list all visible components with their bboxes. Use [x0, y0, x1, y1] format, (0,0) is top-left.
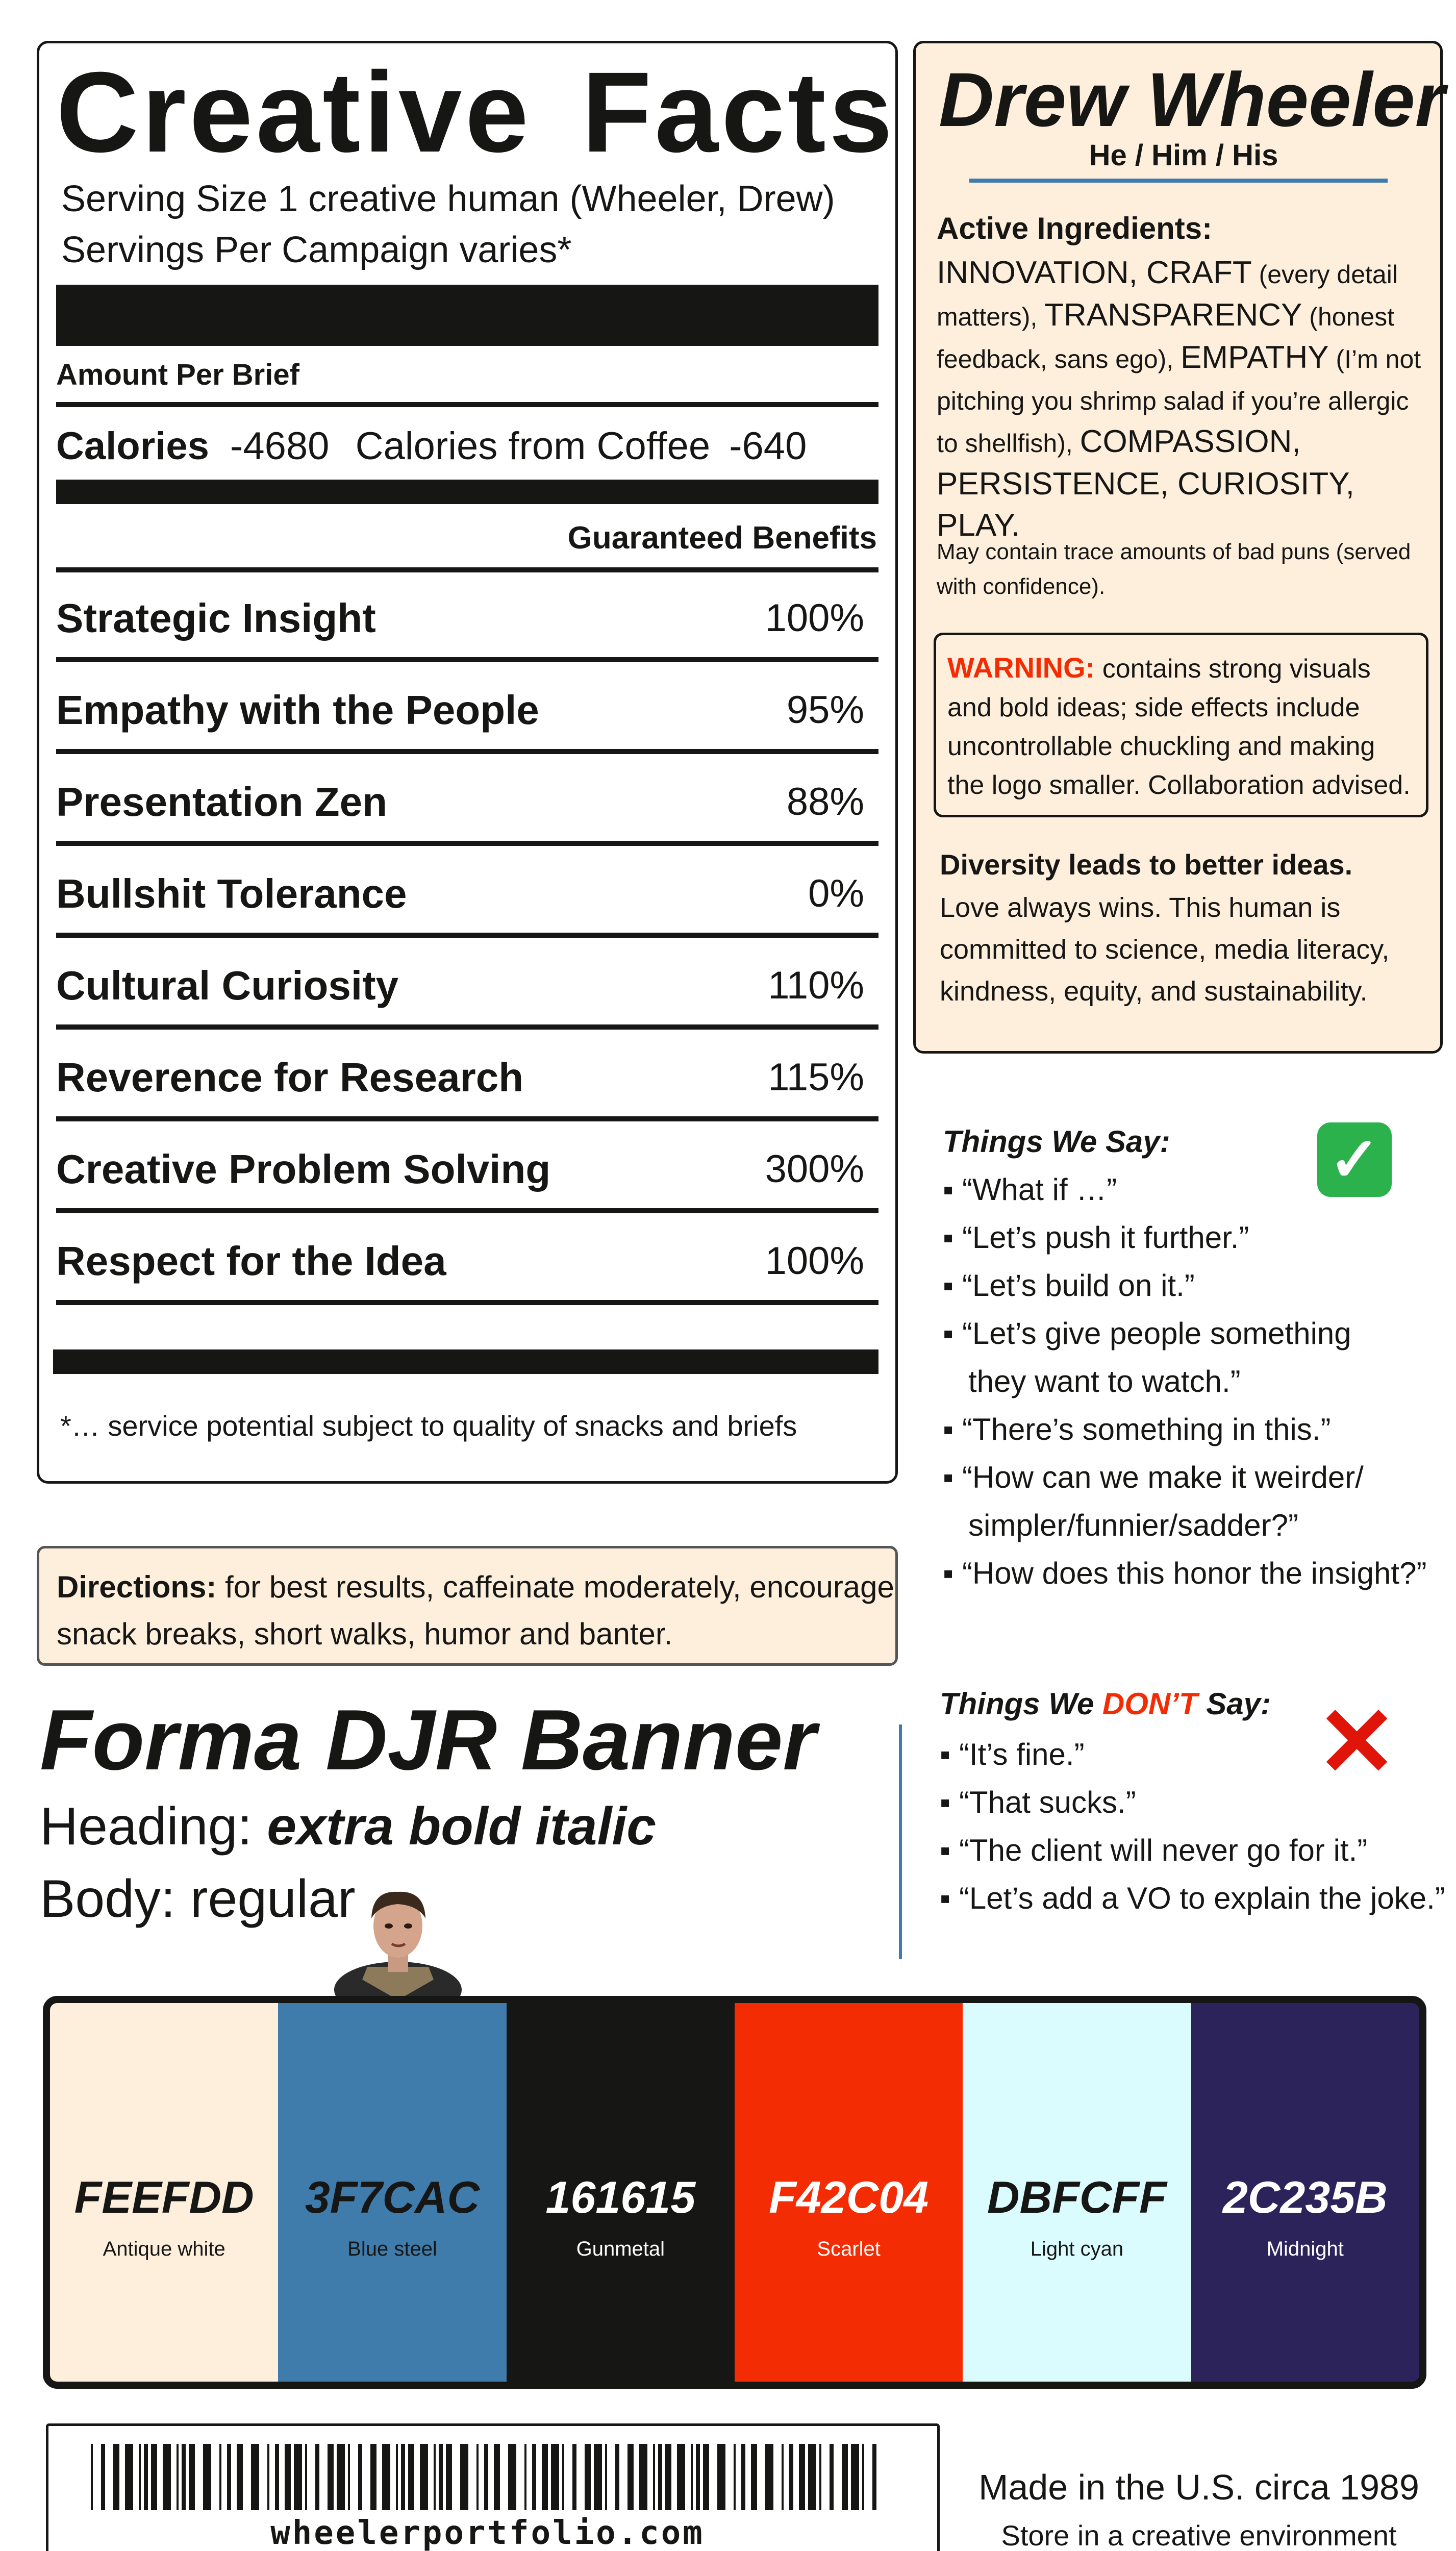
barcode-bar — [532, 2444, 536, 2510]
benefit-value: 100% — [765, 1239, 864, 1283]
servings-per-campaign: Servings Per Campaign varies* — [61, 230, 572, 270]
barcode-bar — [665, 2444, 671, 2510]
barcode-bar — [267, 2444, 269, 2510]
barcode-bar — [382, 2444, 390, 2510]
list-item: ▪ “There’s something in this.” — [943, 1412, 1331, 1446]
swatch-name: Scarlet — [817, 2238, 881, 2260]
warning-text: contains strong visuals and bold ideas; side effects include uncontrollable chuckling and making the logo smaller. Collaboration advised. — [947, 654, 1411, 800]
barcode-bar — [177, 2444, 179, 2510]
barcode-bar — [808, 2444, 816, 2510]
thick-divider — [56, 285, 878, 346]
barcode-bar — [476, 2444, 479, 2510]
barcode-bar — [315, 2444, 319, 2510]
benefit-value: 95% — [786, 688, 864, 732]
swatch-hex: F42C04 — [769, 2172, 929, 2222]
barcode-bar — [91, 2444, 93, 2510]
barcode-bar — [653, 2444, 655, 2510]
benefit-label: Reverence for Research — [56, 1055, 524, 1100]
vertical-divider — [899, 1724, 902, 1959]
check-mark-icon: ✓ — [1317, 1122, 1392, 1197]
barcode-bar — [439, 2444, 443, 2510]
ingredient-note: (every detail matters), — [937, 260, 1398, 331]
benefit-label: Respect for the Idea — [56, 1238, 446, 1284]
things-we-say-list — [943, 1166, 1426, 1597]
barcode-bar — [627, 2444, 634, 2510]
name-underline — [969, 179, 1388, 183]
barcode-bar — [508, 2444, 516, 2510]
color-palette — [43, 1996, 1426, 2389]
list-item: ▪ “The client will never go for it.” — [940, 1833, 1368, 1867]
swatch-hex: 161615 — [545, 2172, 696, 2222]
serving-size: Serving Size 1 creative human (Wheeler, Drew) — [61, 179, 835, 219]
swatch-name: Blue steel — [347, 2238, 437, 2260]
barcode-bar — [862, 2444, 864, 2510]
barcode-bar — [524, 2444, 526, 2510]
barcode-bar — [830, 2444, 834, 2510]
barcode-bar — [789, 2444, 793, 2510]
barcode-bar — [294, 2444, 302, 2510]
barcode-bar — [677, 2444, 685, 2510]
list-item: ▪ “Let’s push it further.” — [943, 1220, 1249, 1255]
directions-label: Directions: — [57, 1570, 217, 1604]
list-item: simpler/funnier/sadder?” — [943, 1508, 1298, 1542]
barcode-bar — [139, 2444, 141, 2510]
barcode-bar — [358, 2444, 362, 2510]
barcode-bar — [251, 2444, 259, 2510]
barcode-bar — [696, 2444, 700, 2510]
heading-label: Heading: — [40, 1797, 267, 1856]
divider — [56, 1300, 878, 1305]
divider — [56, 402, 878, 407]
barcode-bar — [551, 2444, 559, 2510]
title-part: Things We — [940, 1687, 1102, 1721]
swatch — [278, 2003, 506, 2382]
ingredient-note: (honest feedback, sans ego), — [937, 303, 1395, 373]
barcode-bar — [144, 2444, 148, 2510]
barcode-bar — [237, 2444, 243, 2510]
thick-divider — [56, 480, 878, 504]
barcode-bar — [113, 2444, 119, 2510]
benefit-value: 100% — [765, 596, 864, 640]
barcode-bar — [741, 2444, 745, 2510]
swatch-hex: DBFCFF — [987, 2172, 1167, 2222]
barcode-bar — [658, 2444, 662, 2510]
barcode-bar — [275, 2444, 279, 2510]
dont-emphasis: DON’T — [1102, 1687, 1198, 1721]
barcode-bar — [851, 2444, 859, 2510]
swatch — [735, 2003, 963, 2382]
list-item: ▪ “Let’s add a VO to explain the joke.” — [940, 1881, 1445, 1915]
barcode-bar — [484, 2444, 488, 2510]
swatch-hex: FEEFDD — [74, 2172, 254, 2222]
list-item: ▪ “What if …” — [943, 1172, 1117, 1207]
guaranteed-benefits-header: Guaranteed Benefits — [567, 520, 877, 556]
made-in: Made in the U.S. circa 1989 — [978, 2467, 1419, 2507]
barcode-bar — [615, 2444, 619, 2510]
barcode-bar — [765, 2444, 773, 2510]
divider — [56, 1116, 878, 1121]
list-item: ▪ “Let’s build on it.” — [943, 1268, 1195, 1303]
benefit-label: Bullshit Tolerance — [56, 871, 407, 916]
barcode-bar — [163, 2444, 171, 2510]
barcode-bar — [219, 2444, 221, 2510]
list-item: ▪ “Let’s give people something — [943, 1316, 1351, 1350]
divider — [56, 657, 878, 662]
swatch-hex: 3F7CAC — [305, 2172, 480, 2222]
title-part: Say: — [1197, 1687, 1271, 1721]
benefit-value: 300% — [765, 1147, 864, 1191]
barcode-bar — [348, 2444, 350, 2510]
barcode-bar — [151, 2444, 157, 2510]
warning-label: WARNING: — [947, 652, 1095, 684]
barcode-bar — [734, 2444, 736, 2510]
thick-divider — [53, 1349, 878, 1374]
barcode-bar — [542, 2444, 548, 2510]
calories-value: -4680 — [230, 424, 330, 468]
benefit-value: 110% — [768, 964, 864, 1007]
barcode-bar — [751, 2444, 757, 2510]
swatch-name: Midnight — [1266, 2238, 1344, 2260]
diversity-text: Love always wins. This human is committed to science, media literacy, kindness, equity, and sustainability. — [940, 892, 1390, 1007]
ingredients-heading: Active Ingredients: — [937, 211, 1213, 245]
barcode-bar — [562, 2444, 564, 2510]
divider — [56, 749, 878, 754]
amount-per-brief: Amount Per Brief — [56, 358, 299, 391]
barcode-bar — [227, 2444, 231, 2510]
divider — [56, 933, 878, 938]
benefit-label: Strategic Insight — [56, 595, 376, 641]
barcode-bar — [494, 2444, 500, 2510]
directions-text: for best results, caffeinate moderately, encourage snack breaks, short walks, humor and banter. — [57, 1570, 894, 1651]
diversity-heading: Diversity leads to better ideas. — [940, 848, 1353, 881]
barcode-bar — [189, 2444, 195, 2510]
barcode-bar — [420, 2444, 428, 2510]
swatch — [507, 2003, 735, 2382]
profile-name: Drew Wheeler — [939, 57, 1445, 142]
barcode-bar — [434, 2444, 436, 2510]
calories-label: Calories — [56, 424, 209, 468]
font-body-sample — [40, 1868, 356, 1930]
barcode-bar — [594, 2444, 602, 2510]
barcode-icon — [91, 2444, 884, 2510]
body-label: Body: — [40, 1869, 190, 1929]
divider — [56, 1208, 878, 1213]
barcode-bar — [203, 2444, 211, 2510]
barcode-bar — [328, 2444, 334, 2510]
barcode-bar — [182, 2444, 186, 2510]
list-item: ▪ “How does this honor the insight?” — [943, 1556, 1427, 1590]
barcode-bar — [370, 2444, 376, 2510]
things-we-dont-say-list — [940, 1731, 1445, 1922]
barcode-bar — [446, 2444, 452, 2510]
creative-facts-title: Creative Facts — [56, 48, 896, 176]
barcode-bar — [396, 2444, 398, 2510]
barcode-bar — [782, 2444, 784, 2510]
list-item: ▪ “How can we make it weirder/ — [943, 1460, 1364, 1494]
divider — [56, 567, 878, 572]
avatar — [332, 1878, 464, 2000]
barcode-bar — [401, 2444, 405, 2510]
swatch — [1191, 2003, 1419, 2382]
font-name: Forma DJR Banner — [40, 1692, 816, 1788]
barcode-bar — [285, 2444, 291, 2510]
swatch — [963, 2003, 1191, 2382]
ingredient: COMPASSION, PERSISTENCE, CURIOSITY, PLAY. — [937, 424, 1354, 543]
barcode-bar — [842, 2444, 848, 2510]
barcode-bar — [337, 2444, 345, 2510]
ingredients-text — [937, 253, 1426, 546]
benefit-label: Presentation Zen — [56, 779, 388, 824]
calories-line — [56, 421, 807, 472]
barcode-bar — [717, 2444, 725, 2510]
barcode-bar — [872, 2444, 876, 2510]
barcode-bar — [305, 2444, 307, 2510]
benefit-label: Cultural Curiosity — [56, 963, 399, 1008]
benefit-value: 0% — [808, 872, 864, 915]
barcode-bar — [408, 2444, 414, 2510]
list-item: ▪ “That sucks.” — [940, 1785, 1136, 1819]
barcode-bar — [605, 2444, 607, 2510]
warning-box — [934, 633, 1428, 817]
swatch-name: Light cyan — [1030, 2238, 1124, 2260]
barcode-bar — [572, 2444, 576, 2510]
ingredient: TRANSPARENCY — [1044, 297, 1302, 333]
benefit-label: Empathy with the People — [56, 687, 539, 733]
divider — [56, 1024, 878, 1030]
swatch-name: Gunmetal — [576, 2238, 665, 2260]
barcode-bar — [101, 2444, 105, 2510]
barcode-bar — [691, 2444, 693, 2510]
swatch — [50, 2003, 278, 2382]
barcode-bar — [125, 2444, 133, 2510]
list-item: ▪ “It’s fine.” — [940, 1737, 1085, 1771]
swatch-hex: 2C235B — [1222, 2172, 1388, 2222]
trace-note: May contain trace amounts of bad puns (served with confidence). — [937, 539, 1411, 599]
benefit-value: 88% — [786, 780, 864, 823]
barcode-bar — [819, 2444, 821, 2510]
calories-coffee-value: -640 — [729, 424, 807, 468]
barcode-bar — [639, 2444, 647, 2510]
heading-style: extra bold italic — [267, 1797, 657, 1856]
calories-coffee-label: Calories from Coffee — [355, 424, 711, 468]
directions-box — [37, 1546, 898, 1666]
barcode-bar — [460, 2444, 468, 2510]
footnote: *… service potential subject to quality of snacks and briefs — [60, 1410, 797, 1442]
barcode-bar — [585, 2444, 591, 2510]
pronouns: He / Him / His — [1089, 139, 1278, 172]
swatch-name: Antique white — [103, 2238, 225, 2260]
benefit-label: Creative Problem Solving — [56, 1146, 551, 1192]
website-link[interactable]: wheelerportfolio.com — [270, 2514, 705, 2551]
barcode-bar — [799, 2444, 805, 2510]
things-we-say-title: Things We Say: — [943, 1124, 1170, 1159]
store-note: Store in a creative environment — [1001, 2519, 1397, 2551]
benefit-value: 115% — [768, 1056, 864, 1099]
list-item: they want to watch.” — [943, 1364, 1241, 1398]
ingredient: INNOVATION, CRAFT — [937, 255, 1252, 290]
ingredient: EMPATHY — [1181, 340, 1329, 375]
cross-mark-icon: ✕ — [1316, 1688, 1398, 1796]
things-we-dont-say-title — [940, 1684, 1271, 1724]
barcode-bar — [703, 2444, 709, 2510]
body-style: regular — [190, 1869, 356, 1929]
font-heading-sample — [40, 1796, 656, 1857]
ingredient-note: (I’m not pitching you shrimp salad if you’re allergic to shellfish), — [937, 345, 1421, 458]
divider — [56, 841, 878, 846]
